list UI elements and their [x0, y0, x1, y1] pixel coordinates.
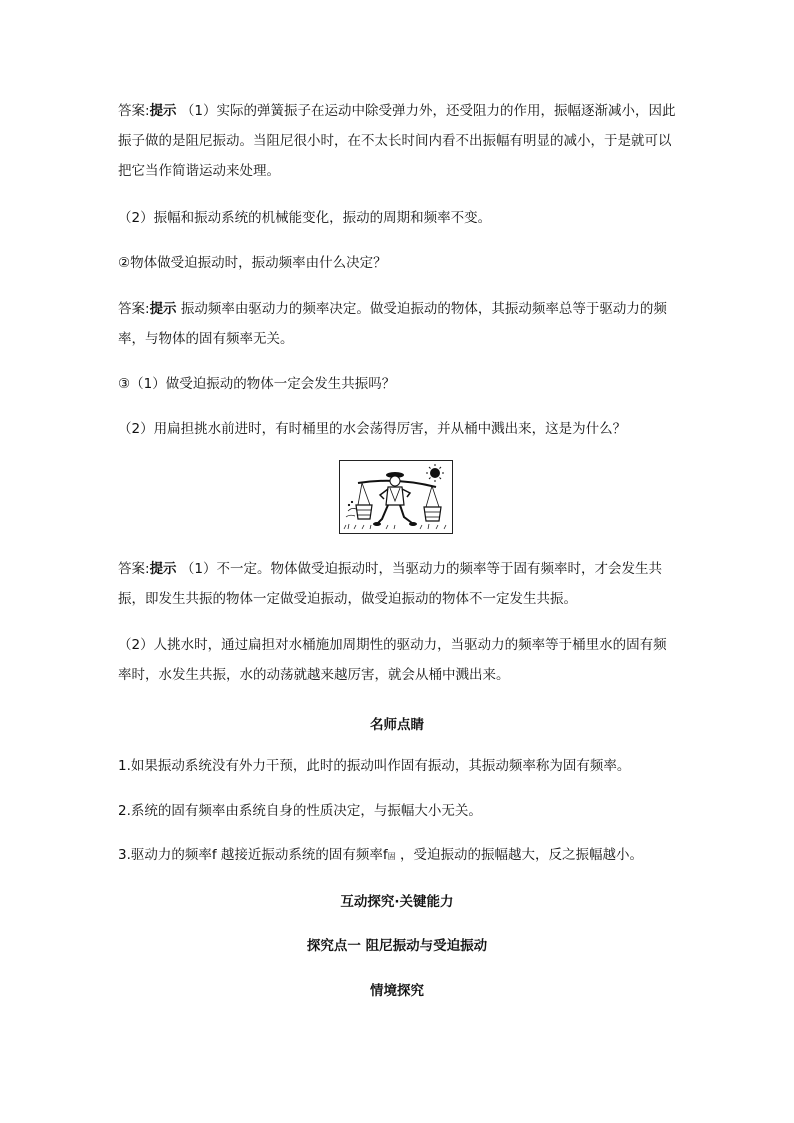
answer-paragraph-5: （2）人挑水时，通过扁担对水桶施加周期性的驱动力，当驱动力的频率等于桶里水的固有频率时，水发生共振，水的动荡就越来越厉害，就会从桶中溅出来。: [118, 637, 667, 683]
water-carrier-illustration: [339, 460, 453, 534]
answer-text: （1）不一定。物体做受迫振动时，当驱动力的频率等于固有频率时，才会发生共振，即发生共振的物体一定做受迫振动，做受迫振动的物体不一定发生共振。: [118, 561, 662, 607]
answer-paragraph-3: [118, 294, 678, 354]
section-heading-mingshi: 名师点睛: [370, 717, 424, 733]
hint-label: 提示: [149, 103, 177, 119]
hint-label: 提示: [149, 561, 177, 577]
water-carrier-drawing: [340, 461, 452, 533]
note-1: 1.如果振动系统没有外力干预，此时的振动叫作固有振动，其振动频率称为固有频率。: [118, 758, 631, 774]
note-3: [118, 840, 678, 872]
section-heading-hudong: 互动探究·关键能力: [340, 894, 454, 910]
answer-paragraph-4: [118, 554, 678, 614]
hint-label: 提示: [149, 301, 177, 317]
answer-label: 答案:: [118, 103, 150, 119]
answer-text: （1）实际的弹簧振子在运动中除受弹力外，还受阻力的作用，振幅逐渐减小，因此振子做的是阻尼振动。当阻尼很小时，在不太长时间内看不出振幅有明显的减小，于是就可以把它当作简谐运动来处理。: [118, 103, 676, 179]
answer-paragraph-1: [118, 96, 678, 186]
question-3a: ③（1）做受迫振动的物体一定会发生共振吗？: [118, 376, 396, 392]
note-3-after: ，受迫振动的振幅越大，反之振幅越小。: [395, 847, 643, 863]
left-bucket-icon: [356, 505, 372, 519]
question-2: ②物体做受迫振动时，振动频率由什么决定？: [118, 255, 387, 271]
note-2: 2.系统的固有频率由系统自身的性质决定，与振幅大小无关。: [118, 803, 482, 819]
note-3-subscript: 固: [387, 852, 396, 861]
sun-icon: [426, 464, 444, 482]
answer-label: 答案:: [118, 561, 150, 577]
question-3b: （2）用扁担挑水前进时，有时桶里的水会荡得厉害，并从桶中溅出来，这是为什么？: [118, 421, 627, 437]
answer-paragraph-2: （2）振幅和振动系统的机械能变化，振动的周期和频率不变。: [118, 210, 492, 226]
answer-label: 答案:: [118, 301, 150, 317]
section-heading-qingjing: 情境探究: [370, 983, 424, 999]
right-bucket-icon: [424, 507, 441, 521]
section-heading-tanjiu: 探究点一 阻尼振动与受迫振动: [306, 938, 488, 954]
note-3-before: 3.驱动力的频率f 越接近振动系统的固有频率f: [118, 847, 388, 863]
answer-text: 振动频率由驱动力的频率决定。做受迫振动的物体，其振动频率总等于驱动力的频率，与物体的固有频率无关。: [118, 301, 667, 347]
